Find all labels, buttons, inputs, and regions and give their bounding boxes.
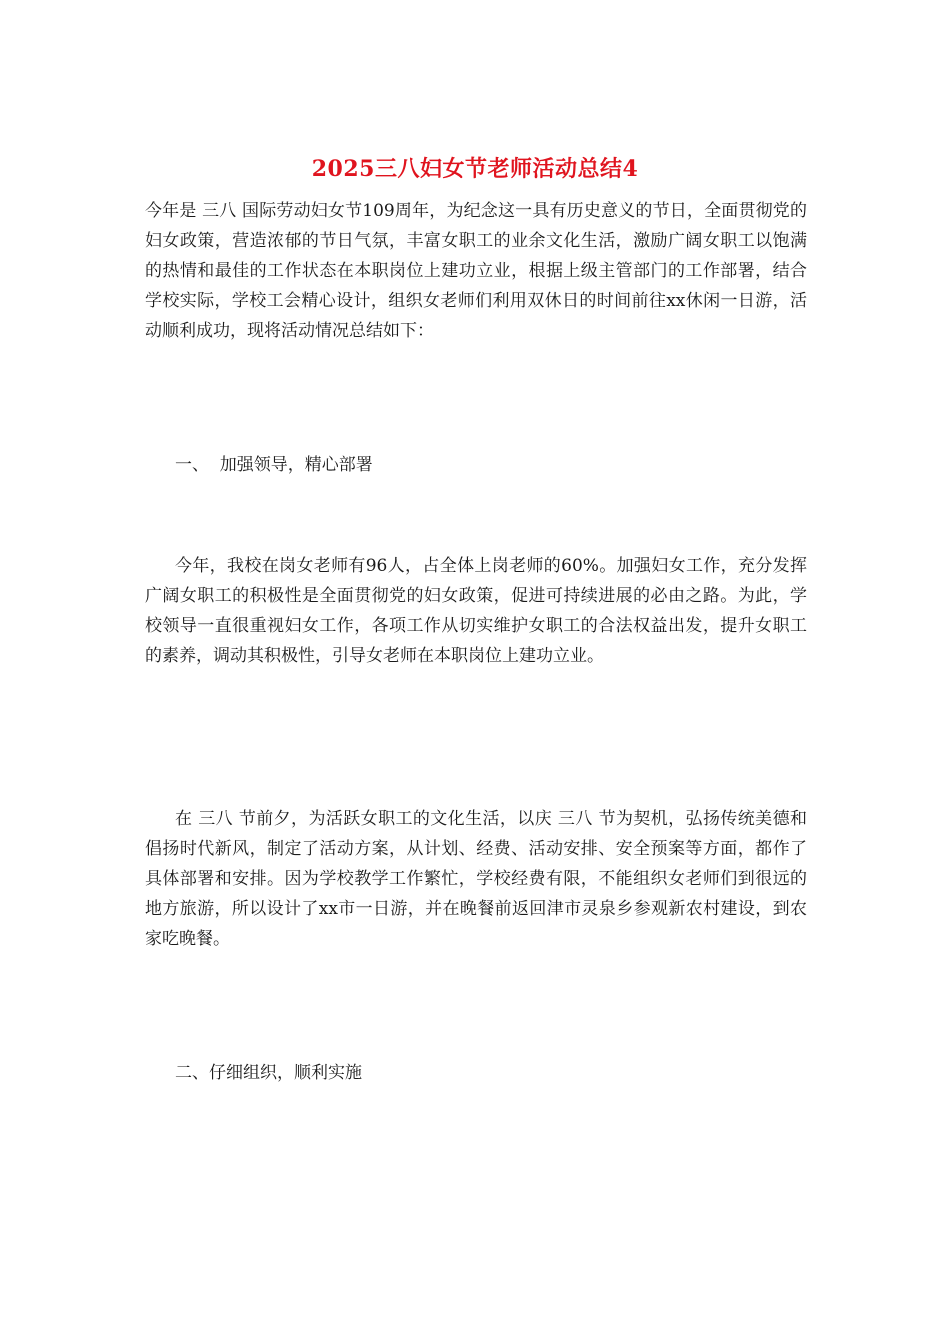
- document-title: 2025三八妇女节老师活动总结4: [311, 156, 639, 182]
- intro-paragraph: 今年是 三八 国际劳动妇女节109周年，为纪念这一具有历史意义的节日，全面贯彻党的妇女政策，营造浓郁的节日气氛，丰富女职工的业余文化生活，激励广阔女职工以饱满的热情和最佳的工作状态在本职岗位上建功立业，根据上级主管部门的工作部署，结合学校实际，学校工会精心设计，组织女老师们利用双休日的时间前往xx休闲一日游，活动顺利成功，现将活动情况总结如下：: [145, 201, 807, 341]
- body-paragraph-3: 在 三八 节前夕，为活跃女职工的文化生活，以庆 三八 节为契机，弘扬传统美德和倡扬时代新风，制定了活动方案，从计划、经费、活动安排、安全预案等方面，都作了具体部署和安排。因为学校教学工作繁忙，学校经费有限，不能组织女老师们到很远的地方旅游，所以设计了xx市一日游，并在晚餐前返回津市灵泉乡参观新农村建设，到农家吃晚餐。: [145, 809, 807, 949]
- section-heading-2: 二、仔细组织，顺利实施: [175, 1063, 362, 1083]
- body-paragraph-2: 今年，我校在岗女老师有96人，占全体上岗老师的60%。加强妇女工作，充分发挥广阔女职工的积极性是全面贯彻党的妇女政策，促进可持续进展的必由之路。为此，学校领导一直很重视妇女工作，各项工作从切实维护女职工的合法权益出发，提升女职工的素养，调动其积极性，引导女老师在本职岗位上建功立业。: [145, 556, 807, 666]
- section-heading-1: 一、 加强领导，精心部署: [175, 455, 373, 475]
